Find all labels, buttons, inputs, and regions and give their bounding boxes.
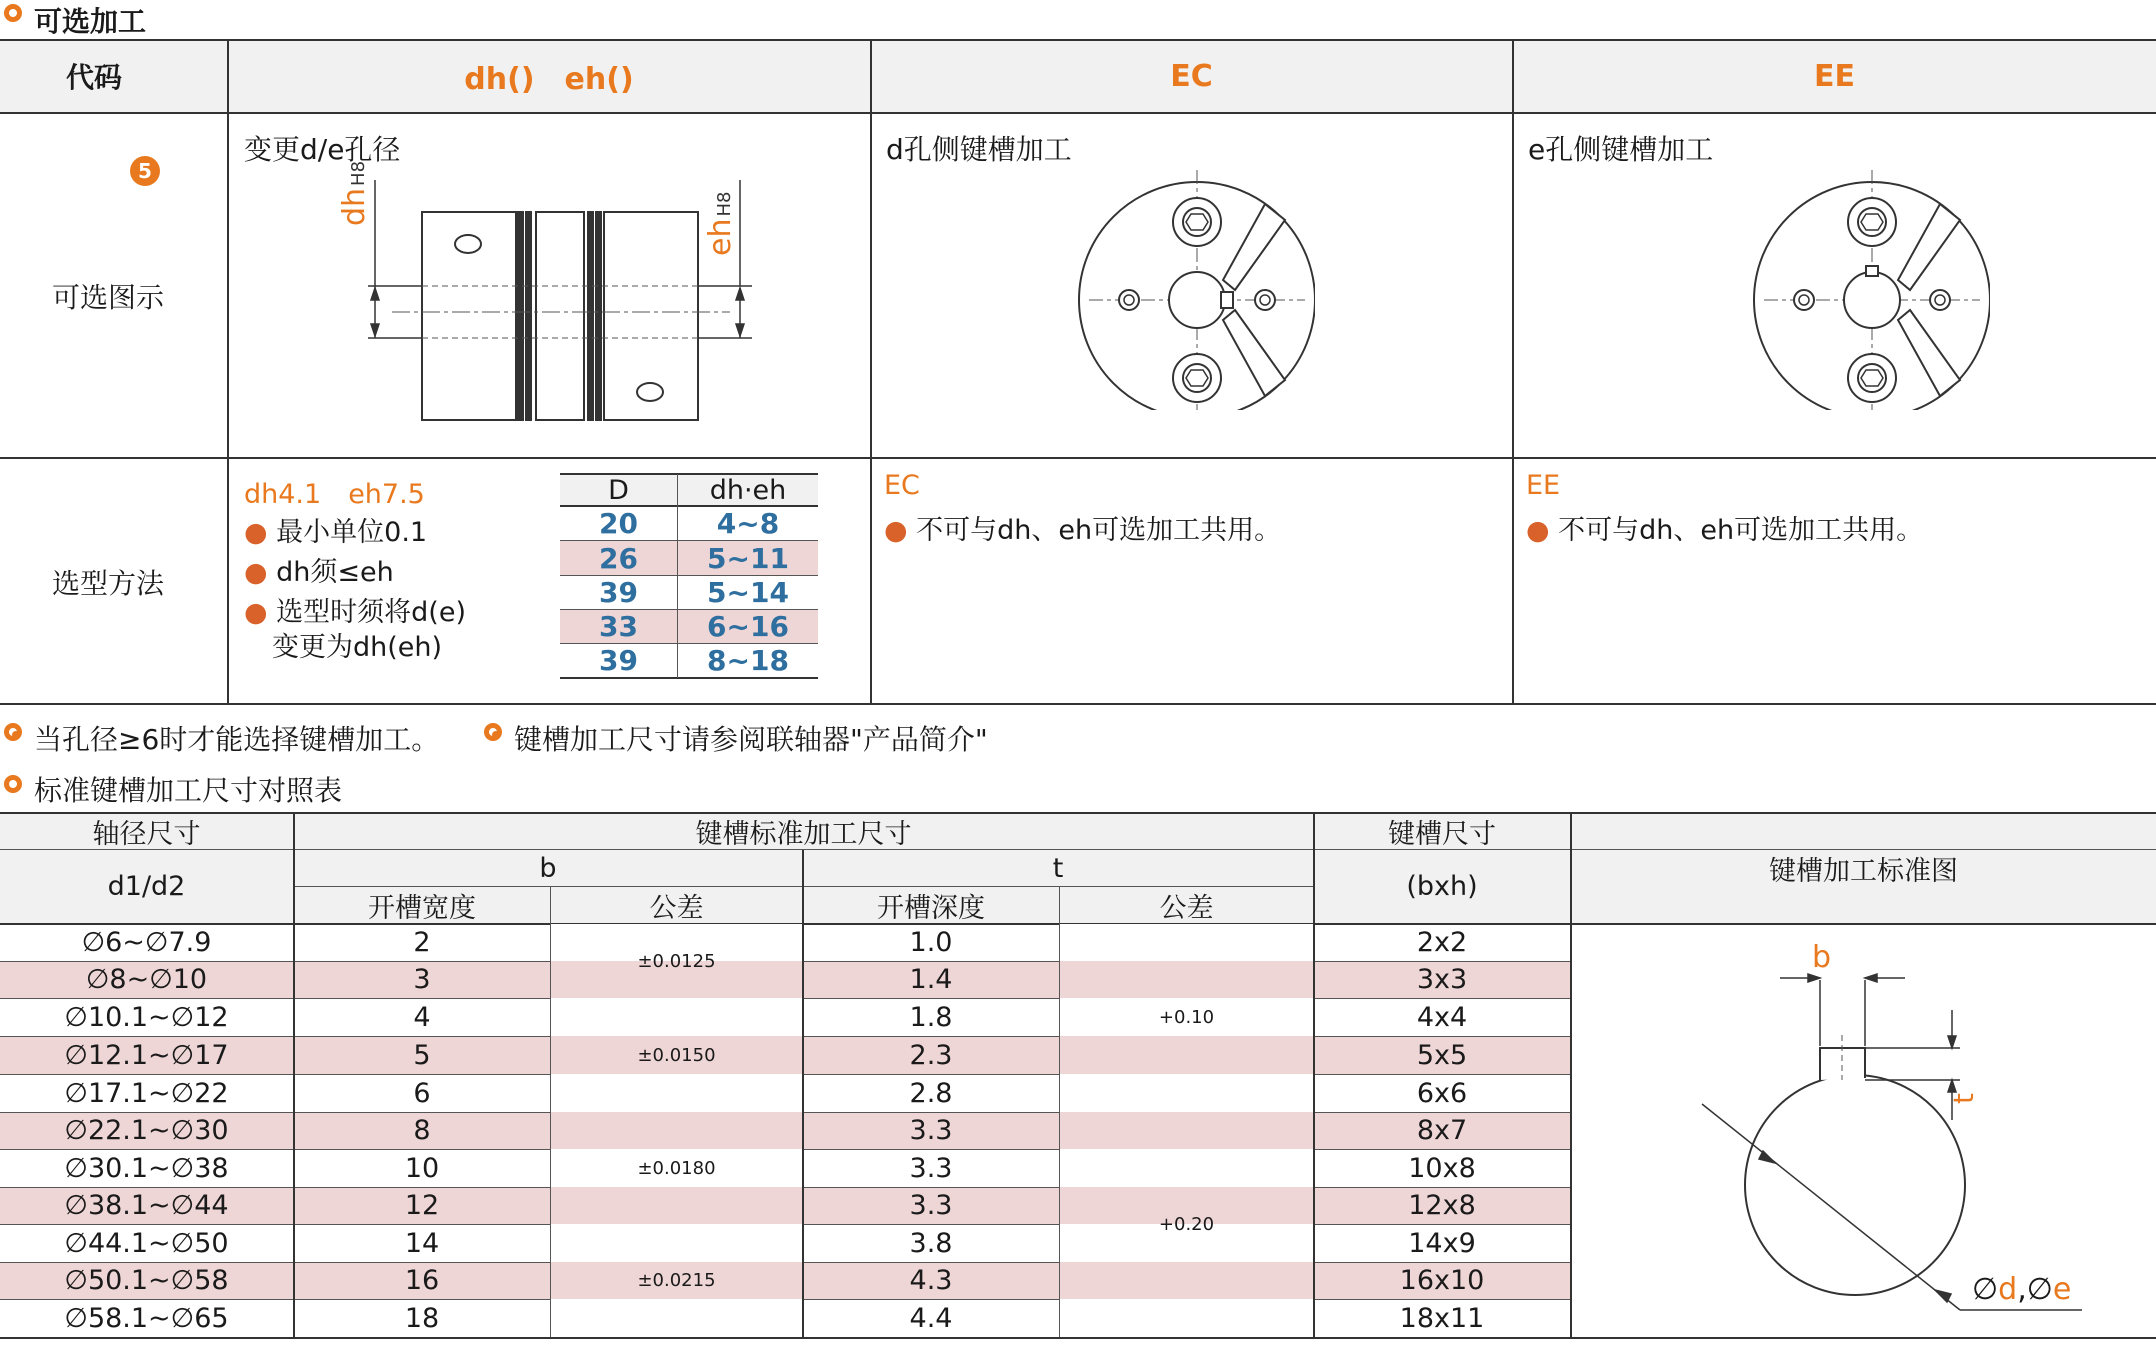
header-dh-eh: dh() eh() (464, 62, 634, 97)
cell-keysize: 18x11 (1399, 1302, 1485, 1334)
cell-tol-b: ±0.0215 (637, 1270, 716, 1291)
dh-bullet-2: ● dh须≤eh (244, 557, 394, 588)
ee-note: ● 不可与dh、eh可选加工共用。 (1526, 515, 1924, 546)
cell-shaft: ∅17.1~∅22 (64, 1077, 229, 1109)
cell-keysize: 4x4 (1416, 1001, 1468, 1033)
diagram-t-label: t (1946, 1093, 1980, 1104)
header-tol-b: 公差 (649, 892, 704, 924)
mini-row-d: 33 (599, 609, 638, 643)
cell-shaft: ∅58.1~∅65 (64, 1302, 229, 1334)
cell-keysize: 6x6 (1416, 1077, 1468, 1109)
cell-tol-b: ±0.0125 (637, 950, 716, 972)
cell-width: 3 (413, 964, 431, 995)
diagram-b-label: b (1812, 940, 1832, 975)
cell-shaft: ∅44.1~∅50 (64, 1227, 229, 1259)
header-shaft-sub: d1/d2 (107, 871, 186, 902)
cell-depth: 4.3 (909, 1265, 953, 1296)
cell-depth: 3.3 (909, 1152, 953, 1184)
cell-depth: 1.4 (909, 964, 953, 995)
mini-header-d: D (608, 474, 629, 506)
section2-title: 标准键槽加工尺寸对照表 (34, 774, 343, 807)
header-ec: EC (1170, 58, 1213, 94)
header-code: 代码 (65, 61, 122, 94)
ee-code: EE (1526, 470, 1561, 501)
mini-row-d: 26 (599, 541, 638, 575)
cell-tol-b: ±0.0150 (637, 1044, 716, 1066)
dh-bullet-1: ● 最小单位0.1 (244, 517, 428, 548)
cell-keysize: 14x9 (1408, 1227, 1476, 1259)
mini-row-range: 5~11 (707, 541, 789, 575)
cell-width: 5 (413, 1039, 431, 1071)
header-depth: 开槽深度 (877, 892, 985, 924)
cell-shaft: ∅50.1~∅58 (64, 1265, 229, 1296)
cell-shaft: ∅10.1~∅12 (64, 1001, 229, 1033)
ec-code: EC (884, 470, 920, 501)
cell-keysize: 8x7 (1416, 1115, 1468, 1146)
cell-depth: 4.4 (909, 1302, 953, 1334)
cell-width: 14 (404, 1227, 440, 1259)
diagram-diameter-label: ∅d,∅e (1972, 1272, 2072, 1307)
section-title: 可选加工 (34, 5, 147, 38)
dh-figure-title: 变更d/e孔径 (244, 133, 401, 166)
cell-shaft: ∅30.1~∅38 (64, 1152, 229, 1184)
cell-depth: 2.3 (909, 1039, 953, 1071)
eh-annotation: ehH8 (703, 191, 738, 256)
ee-figure-title: e孔侧键槽加工 (1528, 133, 1714, 166)
section-marker-icon (4, 775, 22, 793)
cell-shaft: ∅12.1~∅17 (64, 1039, 229, 1071)
cell-width: 4 (413, 1001, 431, 1033)
ec-note: ● 不可与dh、eh可选加工共用。 (884, 515, 1282, 546)
cell-tol-t: +0.20 (1158, 1213, 1215, 1235)
cell-keysize: 12x8 (1408, 1190, 1476, 1221)
cell-keysize: 5x5 (1416, 1039, 1468, 1071)
cell-width: 6 (413, 1077, 431, 1109)
row-label-method: 选型方法 (52, 567, 165, 600)
dh-bullet-3: ● 选型时须将d(e) (244, 597, 466, 628)
cell-width: 16 (404, 1265, 440, 1296)
number-badge: 5 (130, 156, 160, 186)
cell-tol-b: ±0.0180 (637, 1157, 716, 1179)
cell-shaft: ∅6~∅7.9 (81, 927, 212, 958)
dh-bullet-3-cont: 变更为dh(eh) (272, 632, 443, 663)
mini-row-d: 20 (599, 506, 638, 540)
cell-keysize: 10x8 (1408, 1152, 1476, 1184)
cell-keysize: 3x3 (1416, 964, 1468, 995)
dh-example: dh4.1 eh7.5 (244, 479, 425, 510)
cell-shaft: ∅22.1~∅30 (64, 1115, 229, 1146)
keyway-standard-diagram (1680, 940, 2140, 1320)
mini-header-range: dh·eh (709, 474, 787, 506)
section-marker-icon (4, 4, 22, 22)
dh-annotation: dhH8 (337, 160, 372, 226)
header-ee: EE (1814, 58, 1855, 94)
header-keysize: 键槽尺寸 (1388, 818, 1496, 850)
cell-shaft: ∅38.1~∅44 (64, 1190, 229, 1221)
cell-keysize: 16x10 (1399, 1265, 1485, 1296)
mini-row-range: 5~14 (707, 575, 789, 609)
cell-depth: 3.3 (909, 1115, 953, 1146)
cell-depth: 3.8 (909, 1227, 953, 1259)
note-keyway-condition: 当孔径≥6时才能选择键槽加工。 (34, 723, 440, 756)
note-reference: 键槽加工尺寸请参阅联轴器"产品简介" (514, 723, 988, 756)
header-shaft: 轴径尺寸 (92, 818, 201, 850)
cell-width: 12 (404, 1190, 440, 1221)
cell-tol-t: +0.10 (1158, 1006, 1215, 1028)
mini-row-d: 39 (599, 575, 638, 609)
header-b: b (539, 852, 557, 884)
note-marker-icon (4, 723, 22, 741)
mini-row-range: 6~16 (707, 609, 789, 643)
header-width: 开槽宽度 (368, 892, 476, 924)
ec-figure-title: d孔侧键槽加工 (886, 133, 1072, 166)
cell-width: 8 (413, 1115, 431, 1146)
cell-width: 18 (404, 1302, 440, 1334)
cell-keysize: 2x2 (1416, 927, 1468, 958)
header-tol-t: 公差 (1159, 892, 1214, 924)
note-marker-icon (484, 723, 502, 741)
header-t: t (1052, 852, 1064, 884)
cell-depth: 3.3 (909, 1190, 953, 1221)
ec-hub-drawing (1075, 160, 1315, 410)
cell-depth: 1.0 (909, 927, 953, 958)
header-keyway-std: 键槽标准加工尺寸 (695, 818, 912, 850)
cell-width: 10 (404, 1152, 440, 1184)
header-keysize-sub: (bxh) (1406, 871, 1478, 902)
cell-width: 2 (413, 927, 431, 958)
cell-shaft: ∅8~∅10 (85, 964, 208, 995)
mini-row-range: 4~8 (716, 506, 780, 540)
cell-depth: 2.8 (909, 1077, 953, 1109)
cell-depth: 1.8 (909, 1001, 953, 1033)
mini-row-d: 39 (599, 643, 638, 677)
row-label-figure: 可选图示 (52, 281, 165, 314)
header-diagram: 键槽加工标准图 (1769, 855, 1958, 887)
mini-row-range: 8~18 (707, 643, 789, 677)
ee-hub-drawing (1750, 160, 1990, 410)
